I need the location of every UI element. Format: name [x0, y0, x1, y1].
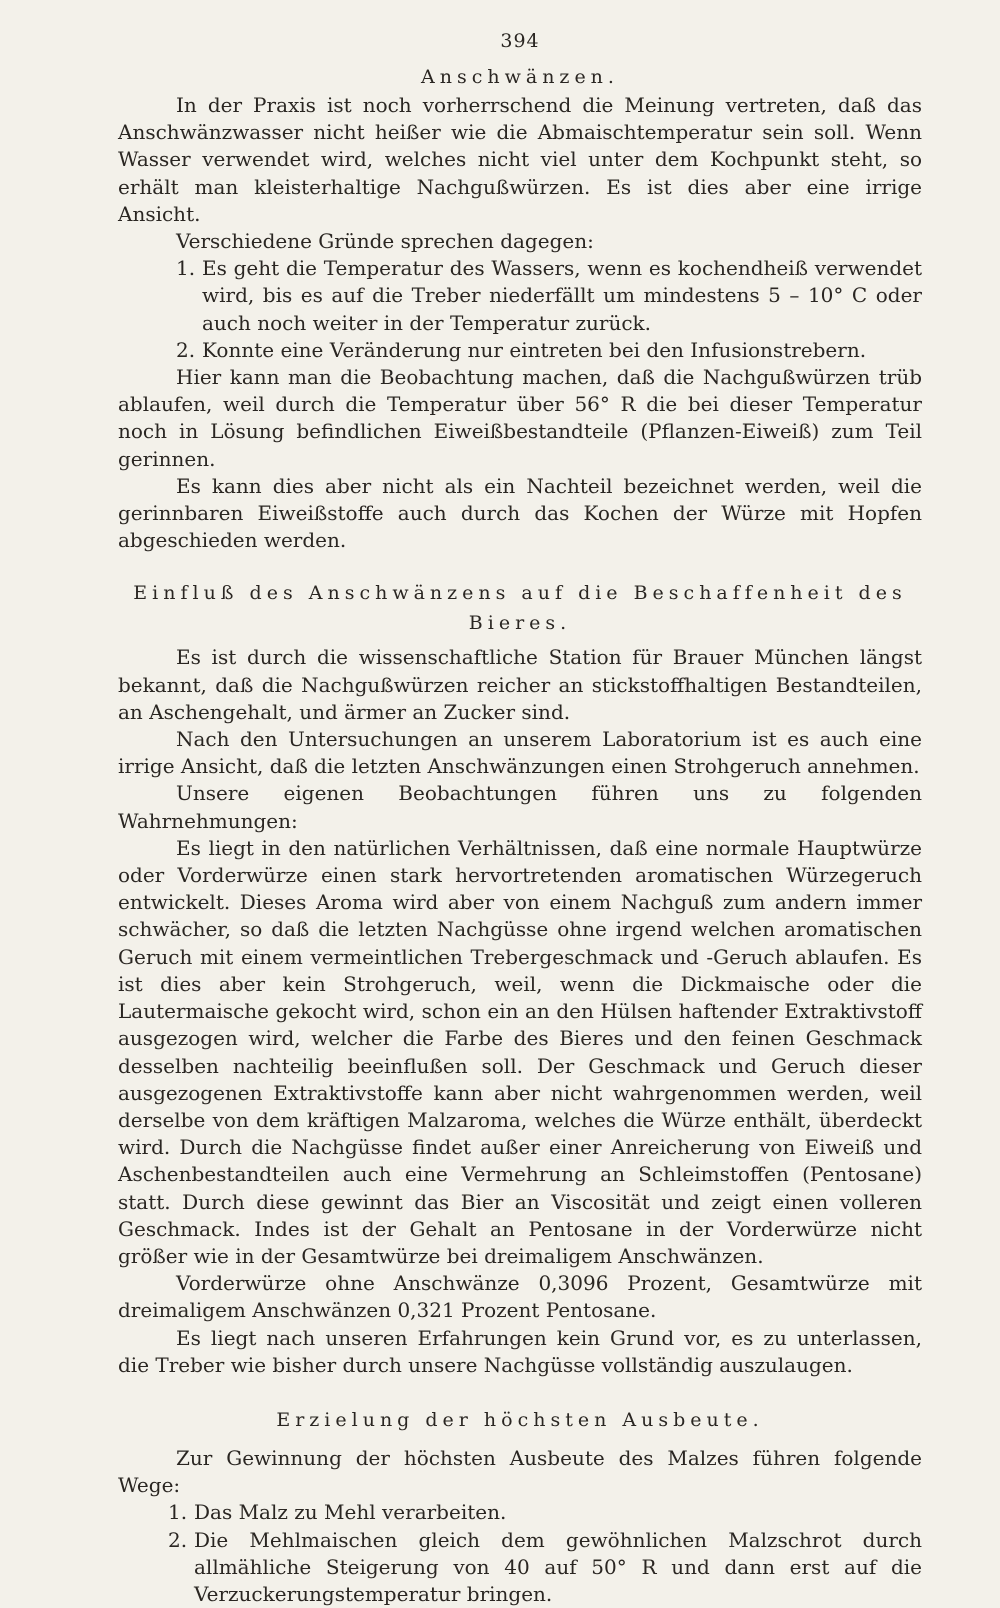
list-text: Es geht die Temperatur des Wassers, wenn es kochendheiß verwendet wird, bis es auf die Treber niederfällt um mindestens 5 – 10° C oder auch noch weiter in der Temperatur zurück.	[202, 256, 922, 335]
list-text: Das Malz zu Mehl verarbeiten.	[194, 1500, 507, 1525]
section-body	[118, 1445, 922, 1608]
paragraph: Hier kann man die Beobachtung machen, daß die Nachgußwürzen trüb ablaufen, weil durch die Temperatur über 56° R die bei dieser Temperatur noch in Lösung befindlichen Eiweißbestandteile (Pflanzen-Eiweiß) zum Teil gerinnen.	[118, 365, 922, 471]
list-item	[118, 1499, 922, 1526]
list-text: Konnte eine Veränderung nur eintreten bei den Infusionstrebern.	[202, 337, 867, 362]
list-item	[118, 337, 922, 364]
section-heading-ausbeute: Erzielung der höchsten Ausbeute.	[276, 1408, 764, 1431]
section-heading-einfluss: Einfluß des Anschwänzens auf die Beschaffenheit des Bieres.	[133, 582, 907, 635]
paragraph: Nach den Untersuchungen an unserem Laboratorium ist es auch eine irrige Ansicht, daß die letzten Anschwänzungen einen Strohgeruch annehmen.	[118, 727, 922, 779]
list-number: 2.	[168, 1527, 188, 1552]
list-item	[118, 255, 922, 337]
list-item	[118, 1527, 922, 1608]
paragraph: Unsere eigenen Beobachtungen führen uns zu folgenden Wahrnehmungen:	[118, 781, 922, 833]
list-number: 1.	[168, 1500, 188, 1525]
paragraph: Vorderwürze ohne Anschwänze 0,3096 Prozent, Gesamtwürze mit dreimaligem Anschwänzen 0,321 Prozent Pentosane.	[118, 1271, 922, 1323]
paragraph: In der Praxis ist noch vorherrschend die Meinung vertreten, daß das Anschwänzwasser nicht heißer wie die Abmaischtemperatur sein soll. Wenn Wasser verwendet wird, welches nicht viel unter dem Kochpunkt steht, so erhält man kleisterhaltige Nachgußwürzen. Es ist dies aber eine irrige Ansicht.	[118, 93, 922, 226]
list-number: 1.	[176, 256, 196, 281]
paragraph: Es ist durch die wissenschaftliche Station für Brauer München längst bekannt, daß die Nachgußwürzen reicher an stickstoffhaltigen Bestandteilen, an Aschengehalt, und ärmer an Zucker sind.	[118, 645, 922, 724]
paragraph: Verschiedene Gründe sprechen dagegen:	[176, 229, 594, 254]
paragraph: Es liegt in den natürlichen Verhältnissen, daß eine normale Hauptwürze oder Vorderwürze einen stark hervortretenden aromatischen Würzegeruch entwickelt. Dieses Aroma wird aber von einem Nachguß zum andern immer schwächer, so daß die letzten Nachgüsse ohne irgend welchen aromatischen Geruch mit einem vermeintlichen Trebergeschmack und -Geruch ablaufen. Es ist dies aber kein Strohgeruch, weil, wenn die Dickmaische oder die Lautermaische gekocht wird, schon ein an den Hülsen haftender Extraktivstoff ausgezogen wird, welcher die Farbe des Bieres und den feinen Geschmack desselben nachteilig beeinflußen soll. Der Geschmack und Geruch dieser ausgezogenen Extraktivstoffe kann aber nicht wahrgenommen werden, weil derselbe von dem kräftigen Malzaroma, welches die Würze enthält, überdeckt wird. Durch die Nachgüsse findet außer einer Anreicherung von Eiweiß und Aschenbestandteilen auch eine Vermehrung an Schleimstoffen (Pentosane) statt. Durch diese gewinnt das Bier an Viscosität und zeigt einen volleren Geschmack. Indes ist der Gehalt an Pentosane in der Vorderwürze nicht größer wie in der Gesamtwürze bei dreimaligem Anschwänzen.	[118, 835, 922, 1268]
paragraph: Es liegt nach unseren Erfahrungen kein Grund vor, es zu unterlassen, die Treber wie bisher durch unsere Nachgüsse vollständig auszulaugen.	[118, 1325, 922, 1377]
paragraph: Zur Gewinnung der höchsten Ausbeute des Malzes führen folgende Wege:	[118, 1445, 922, 1498]
list-text: Die Mehlmaischen gleich dem gewöhnlichen Malzschrot durch allmähliche Steigerung von 40 auf 50° R und dann erst auf die Verzuckerungstemperatur bringen.	[194, 1527, 922, 1606]
section-heading-anschwaenzen: Anschwänzen.	[421, 66, 619, 88]
page-number: 394	[500, 30, 540, 52]
list-number: 2.	[176, 337, 196, 362]
paragraph: Es kann dies aber nicht als ein Nachteil bezeichnet werden, weil die gerinnbaren Eiweißstoffe auch durch das Kochen der Würze mit Hopfen abgeschieden werden.	[118, 473, 922, 553]
